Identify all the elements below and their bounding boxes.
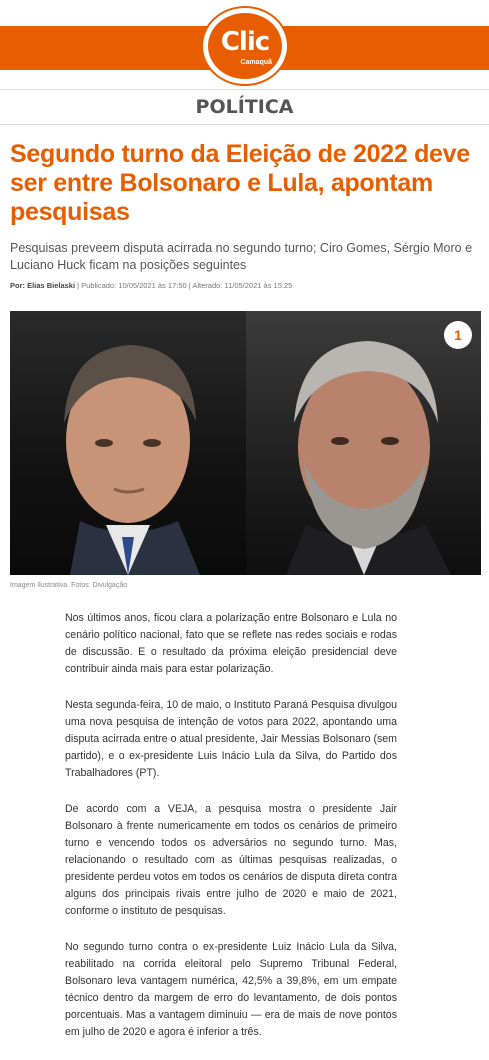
article-headline: Segundo turno da Eleição de 2022 deve ser entre Bolsonaro e Lula, apontam pesquisas: [10, 140, 470, 226]
author-name[interactable]: Elias Bielaski: [27, 281, 76, 290]
section-divider-bottom: [0, 124, 489, 125]
paragraph: Nesta segunda-feira, 10 de maio, o Instituto Paraná Pesquisa divulgou uma nova pesquisa de intenção de votos para 2022, apontando uma disputa acirrada entre o atual presidente, Jair Messias Bolsonaro (sem partido), e o ex-presidente Luis Inácio Lula da Silva, do Partido dos Trabalhadores (PT).: [65, 699, 397, 779]
portrait-right-icon: [246, 311, 481, 575]
logo-text: Clic: [220, 27, 270, 57]
paragraph: Nos últimos anos, ficou clara a polarização entre Bolsonaro e Lula no cenário político nacional, fato que se reflete nas redes sociais e rodas de discussão. E o resultado da próxima eleição presidencial deve contribuir ainda mais para estar polarização.: [65, 612, 397, 675]
portrait-left-icon: [10, 311, 246, 575]
image-caption: Imagem Ilustrativa. Fotos: Divulgação: [10, 582, 128, 589]
publish-dates: | Publicado: 10/05/2021 às 17:50 | Alterado: 11/05/2021 às 15:25: [75, 281, 293, 290]
logo-subtext: Camaquã: [240, 59, 272, 66]
article-meta: [10, 281, 480, 290]
article-body: [65, 610, 397, 1060]
site-logo[interactable]: [201, 6, 289, 86]
paragraph: No segundo turno contra o ex-presidente Luiz Inácio Lula da Silva, reabilitado na corrida eleitoral pelo Supremo Tribunal Federal, Bolsonaro leva vantagem numérica, 42,5% a 39,8%, em um empate técnico dentro da margem de erro do levantamento, de dois pontos porcentuais. Mas a vantagem diminuiu — era de mais de nove pontos em julho de 2020 e agora é inferior a três.: [65, 941, 397, 1038]
gallery-counter[interactable]: 1: [444, 321, 472, 349]
section-title[interactable]: POLÍTICA: [195, 96, 294, 118]
section-divider-top: [0, 89, 489, 90]
paragraph: De acordo com a VEJA, a pesquisa mostra o presidente Jair Bolsonaro à frente numericamente em todos os cenários de primeiro turno e vencendo todos os adversários no segundo turno. Mas, relacionando o resultado com as últimas pesquisas realizadas, o presidente perdeu votos em todos os cenários de disputa direta contra alguns dos principais rivais entre julho de 2020 e maio de 2021, conforme o instituto de pesquisas.: [65, 803, 397, 917]
logo-badge: [208, 13, 282, 79]
article-image[interactable]: [10, 311, 481, 575]
lula-photo: [246, 311, 481, 575]
jair-bolsonaro-photo: [10, 311, 246, 575]
author-prefix: Por:: [10, 281, 28, 290]
article-subheadline: Pesquisas preveem disputa acirrada no segundo turno; Ciro Gomes, Sérgio Moro e Luciano Huck ficam na posições seguintes: [10, 241, 473, 272]
